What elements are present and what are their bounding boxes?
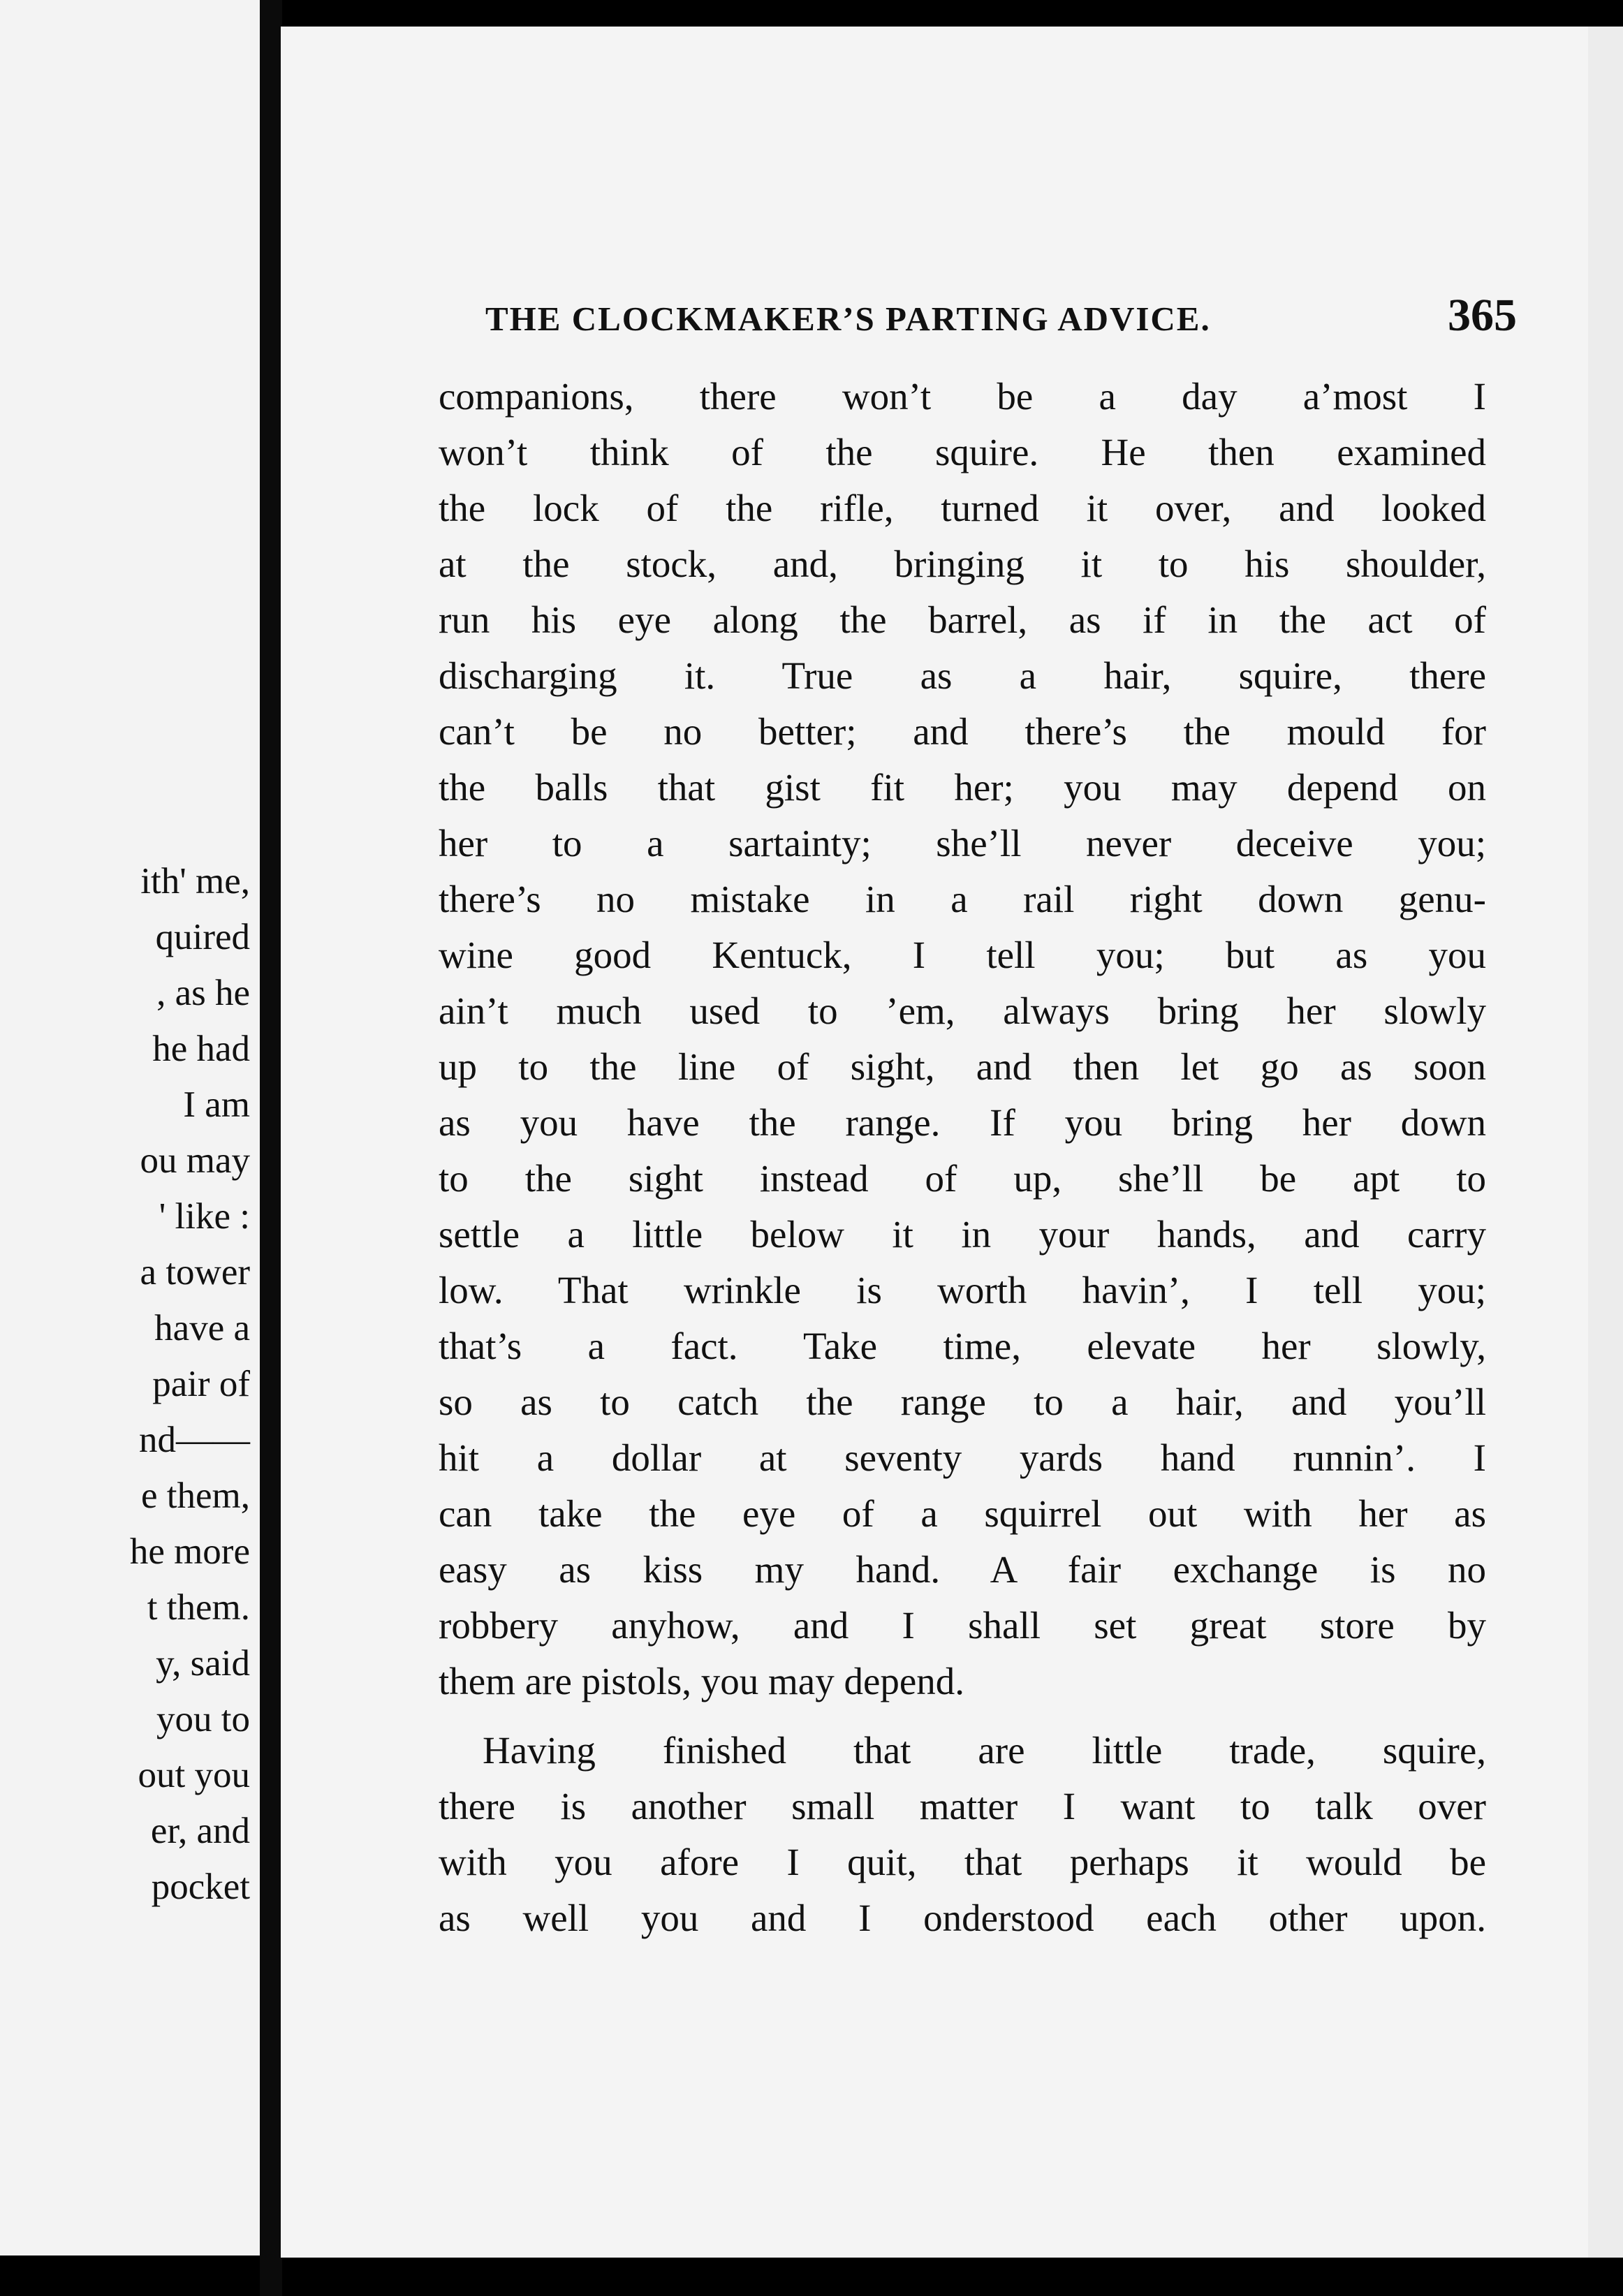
text-line: that’s a fact. Take time, elevate her slowly, <box>439 1325 1486 1367</box>
text-line: can take the eye of a squirrel out with her as <box>439 1492 1486 1535</box>
left-page-fragment: y, said <box>156 1643 250 1684</box>
left-page-fragment: t them. <box>147 1587 250 1628</box>
page-edge <box>1588 27 1623 2258</box>
text-line: there’s no mistake in a rail right down genu- <box>439 878 1486 920</box>
text-line: with you afore I quit, that perhaps it would be <box>439 1841 1486 1883</box>
text-line: at the stock, and, bringing it to his shoulder, <box>439 543 1486 585</box>
left-page-fragment: e them, <box>141 1476 250 1516</box>
left-page-fragment: ' like : <box>159 1196 250 1237</box>
text-line: as well you and I onderstood each other upon. <box>439 1897 1486 1939</box>
body-text <box>439 369 1486 1946</box>
text-line: won’t think of the squire. He then examined <box>439 431 1486 473</box>
left-page-fragment: er, and <box>150 1811 250 1851</box>
text-line: up to the line of sight, and then let go as soon <box>439 1045 1486 1088</box>
left-page-fragment: pair of <box>152 1364 250 1404</box>
text-line: the lock of the rifle, turned it over, and looked <box>439 487 1486 529</box>
page-number: 365 <box>1448 290 1517 341</box>
text-line: easy as kiss my hand. A fair exchange is no <box>439 1548 1486 1591</box>
text-line: low. That wrinkle is worth havin’, I tell you; <box>439 1269 1486 1311</box>
text-line: wine good Kentuck, I tell you; but as you <box>439 934 1486 976</box>
text-line: her to a sartainty; she’ll never deceive you; <box>439 822 1486 864</box>
text-line: there is another small matter I want to talk over <box>439 1785 1486 1827</box>
left-page-fragment: a tower <box>140 1252 250 1293</box>
text-line: so as to catch the range to a hair, and you’ll <box>439 1381 1486 1423</box>
text-line: them are pistols, you may depend. <box>439 1660 965 1702</box>
text-line: companions, there won’t be a day a’most I <box>439 375 1486 418</box>
paragraph <box>439 1723 1486 1946</box>
left-page-fragment: , as he <box>156 973 250 1013</box>
left-page-fragment: out you <box>138 1755 250 1795</box>
text-line: can’t be no better; and there’s the mould for <box>439 710 1486 753</box>
paragraph-gap <box>439 1709 1486 1723</box>
left-page-fragment: nd—— <box>139 1420 250 1460</box>
left-facing-page <box>0 0 260 2255</box>
text-line: as you have the range. If you bring her down <box>439 1101 1486 1144</box>
main-page <box>281 27 1623 2258</box>
text-line: the balls that gist fit her; you may depend on <box>439 766 1486 809</box>
left-page-fragment: I am <box>183 1084 250 1125</box>
text-line: hit a dollar at seventy yards hand runnin’. I <box>439 1436 1486 1479</box>
text-line: Having finished that are little trade, squire, <box>483 1729 1486 1772</box>
left-page-fragment: quired <box>155 917 250 957</box>
left-page-fragment: ou may <box>140 1140 250 1181</box>
text-line: settle a little below it in your hands, and carry <box>439 1213 1486 1256</box>
paragraph <box>439 369 1486 1709</box>
text-line: robbery anyhow, and I shall set great store by <box>439 1604 1486 1647</box>
page-gutter <box>260 0 282 2296</box>
running-head <box>485 289 1603 352</box>
left-page-fragment: you to <box>156 1699 250 1739</box>
left-page-fragment: ith' me, <box>140 861 250 902</box>
left-page-fragment: he more <box>129 1531 250 1572</box>
text-line: ain’t much used to ’em, always bring her slowly <box>439 989 1486 1032</box>
text-line: run his eye along the barrel, as if in the act of <box>439 598 1486 641</box>
text-line: discharging it. True as a hair, squire, there <box>439 654 1486 697</box>
running-title: THE CLOCKMAKER’S PARTING ADVICE. <box>485 300 1211 338</box>
left-page-fragment: pocket <box>151 1867 250 1907</box>
left-page-fragment: he had <box>152 1029 250 1069</box>
text-line: to the sight instead of up, she’ll be apt to <box>439 1157 1486 1200</box>
left-page-fragment: have a <box>154 1308 250 1348</box>
